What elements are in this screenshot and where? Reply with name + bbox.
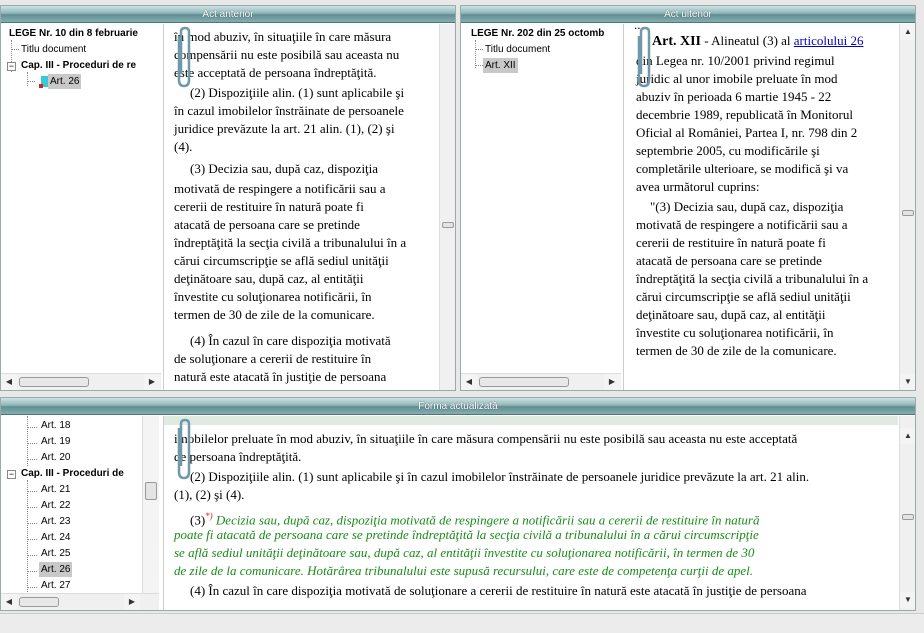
updated-form-tree <box>1 416 159 593</box>
updated-form-panel <box>0 397 916 611</box>
tree-item-art-24[interactable]: Art. 24 <box>41 532 71 543</box>
subsequent-act-text-vscrollbar[interactable] <box>899 24 916 391</box>
previous-act-text <box>163 24 438 391</box>
text-line: motivată de respingere a notificării sau a <box>174 181 386 196</box>
text-line: juridice prevăzute la art. 21 alin. (1), (2) şi <box>174 121 395 136</box>
tree-item-art-27[interactable]: Art. 27 <box>41 580 71 591</box>
text-line: compensării nu este posibilă sau aceasta nu <box>174 47 400 62</box>
tree-line <box>475 40 476 68</box>
tree-item-art-20[interactable]: Art. 20 <box>41 452 71 463</box>
tree-line <box>27 480 28 593</box>
tree-line <box>27 539 37 540</box>
text-line: septembrie 2005, cu modificările şi <box>636 143 820 158</box>
text-line: cărui circumscripţie se află sediul unităţii <box>174 253 389 268</box>
text-top-band <box>164 416 898 425</box>
scroll-thumb[interactable] <box>19 597 59 607</box>
previous-act-text-vscrollbar[interactable] <box>439 24 456 391</box>
article-node-icon <box>41 76 48 87</box>
text-line: "(3) Decizia sau, după caz, dispoziţia <box>650 199 844 214</box>
text-line: completările ulterioare, se modifică şi va <box>636 161 849 176</box>
text-line: avea următorul cuprins: <box>636 179 760 194</box>
scroll-thumb[interactable] <box>902 514 914 520</box>
scroll-left-icon[interactable]: ◀ <box>1 374 17 390</box>
updated-form-header: Forma actualizată <box>1 398 915 415</box>
text-line: (2) Dispoziţiile alin. (1) sunt aplicabile şi în cazul imobilelor înstrăinate de persoanele juridice prevăzute la art. 21 alin. <box>190 469 810 484</box>
text-line: (2) Dispoziţiile alin. (1) sunt aplicabile şi <box>190 85 405 100</box>
text-line: ... <box>634 24 644 32</box>
scroll-left-icon[interactable]: ◀ <box>461 374 477 390</box>
text-line: decembrie 1989, republicată în Monitorul <box>636 107 853 122</box>
paperclip-icon <box>173 418 195 480</box>
previous-act-header: Act anterior <box>1 6 455 23</box>
paperclip-icon <box>173 26 195 88</box>
text-line: învestite cu soluţionarea notificării, în <box>636 325 834 340</box>
text-line: abuziv în perioada 6 martie 1945 - 22 <box>636 89 832 104</box>
tree-item-chapter-iii[interactable]: Cap. III - Proceduri de <box>21 468 124 479</box>
tree-root[interactable]: LEGE Nr. 10 din 8 februarie <box>9 28 138 39</box>
tree-line <box>27 491 37 492</box>
scroll-right-icon[interactable]: ▶ <box>124 594 140 610</box>
scroll-right-icon[interactable]: ▶ <box>604 374 620 390</box>
scroll-up-icon[interactable]: ▲ <box>900 24 916 40</box>
text-line: de soluţionare a cererii de restituire în <box>174 351 372 366</box>
text-line: termen de 30 de zile de la comunicare. <box>174 307 375 322</box>
tree-line <box>27 523 37 524</box>
paperclip-icon <box>633 26 655 88</box>
previous-act-panel <box>0 5 456 391</box>
text-line: cererii de restituire în natură poate fi <box>174 199 364 214</box>
text-line: natură este atacată în justiţie de persoana <box>174 369 387 384</box>
text-line: juridic al unor imobile preluate în mod <box>636 71 838 86</box>
updated-form-tree-vscrollbar[interactable] <box>142 416 159 593</box>
subsequent-act-panel <box>460 5 916 391</box>
tree-line <box>27 81 35 82</box>
tree-item-title-document[interactable]: Titlu document <box>21 44 87 55</box>
scroll-up-icon[interactable]: ▲ <box>900 428 916 444</box>
paragraph-number: (3) <box>190 512 206 528</box>
amended-text-line: de zile de la comunicare. Hotărârea tribunalului este supusă recursului, care este de competenţa curţii de apel. <box>174 563 753 578</box>
text-line: atacată de persoana care se pretinde <box>174 217 360 232</box>
text-line: (4) În cazul în care dispoziţia motivată <box>190 333 391 348</box>
tree-line <box>27 459 37 460</box>
tree-item-art-23[interactable]: Art. 23 <box>41 516 71 527</box>
text-line: cererii de restituire în natură poate fi <box>636 235 826 250</box>
tree-item-art-21[interactable]: Art. 21 <box>41 484 71 495</box>
tree-line <box>27 443 37 444</box>
tree-line <box>475 49 483 50</box>
tree-line <box>27 72 28 86</box>
text-line: din Legea nr. 10/2001 privind regimul <box>636 53 835 68</box>
subsequent-act-header: Act ulterior <box>461 6 915 23</box>
tree-item-art-25[interactable]: Art. 25 <box>41 548 71 559</box>
text-line: de persoana îndreptăţită. <box>174 449 302 464</box>
subsequent-act-tree <box>461 24 621 375</box>
subsequent-act-text <box>623 24 898 391</box>
text-line: Oficial al României, Partea I, nr. 798 din 2 <box>636 125 858 140</box>
text-line: (4). <box>174 139 193 154</box>
tree-root[interactable]: LEGE Nr. 202 din 25 octomb <box>471 28 605 39</box>
tree-item-art-22[interactable]: Art. 22 <box>41 500 71 511</box>
updated-form-tree-hscrollbar[interactable] <box>1 593 159 610</box>
scroll-thumb[interactable] <box>479 377 569 387</box>
tree-line <box>27 587 37 588</box>
text-line: în cazul imobilelor înstrăinate de persoanele <box>174 103 404 118</box>
text-line: este acceptată de persoana îndreptăţită. <box>174 65 377 80</box>
amended-text-line: poate fi atacată de persoana care se pretinde îndreptăţită la secţia civilă a tribunalului în a cărui circumscripţie <box>174 527 759 542</box>
text-line: motivată de respingere a notificării sau a <box>636 217 848 232</box>
updated-form-text-vscrollbar[interactable] <box>899 416 916 611</box>
scroll-left-icon[interactable]: ◀ <box>1 594 17 610</box>
status-bar <box>0 613 924 633</box>
scroll-down-icon[interactable]: ▼ <box>900 592 916 608</box>
tree-line <box>11 49 19 50</box>
amended-text: Decizia sau, după caz, dispoziţia motivată de respingere a notificării sau a cererii de restituire în natură <box>212 512 760 528</box>
tree-item-title-document[interactable]: Titlu document <box>485 44 551 55</box>
scroll-right-icon[interactable]: ▶ <box>144 374 160 390</box>
text-line: cărui circumscripţie se află sediul unităţii <box>636 289 851 304</box>
updated-form-text <box>163 416 898 611</box>
text-line: atacată de persoana care se pretinde <box>636 253 822 268</box>
scroll-down-icon[interactable]: ▼ <box>900 374 916 390</box>
text-line: deţinătoare sau, după caz, al entităţii <box>636 307 826 322</box>
tree-line <box>27 555 37 556</box>
tree-item-art-xii[interactable]: Art. XII <box>485 60 516 71</box>
article-xii-label: Art. XII <box>652 34 701 49</box>
text-line <box>652 32 863 50</box>
text-line: (3) Decizia sau, după caz, dispoziţia <box>190 161 379 176</box>
previous-act-tree-hscrollbar[interactable] <box>1 373 161 390</box>
text-line: (4) În cazul în care dispoziţia motivată de soluţionare a cererii de restituire în natură este atacată în justiţie de persoana <box>190 583 807 598</box>
text-line: îndreptăţită la secţia civilă a tribunalului în a <box>636 271 869 286</box>
tree-item-chapter-iii[interactable]: Cap. III - Proceduri de re <box>21 60 137 71</box>
subsequent-act-tree-hscrollbar[interactable] <box>461 373 621 390</box>
text-line: termen de 30 de zile de la comunicare. <box>636 343 837 358</box>
footnote-marker[interactable]: *) <box>205 511 213 521</box>
tree-line <box>27 427 37 428</box>
previous-act-tree <box>1 24 161 375</box>
scroll-thumb[interactable] <box>442 222 454 228</box>
text-line: imobilelor preluate în mod abuziv, în situaţiile în care măsura compensării nu este posibilă sau aceasta nu este acceptată <box>174 431 798 446</box>
tree-item-art-26[interactable]: Art. 26 <box>50 76 80 87</box>
text-line: (1), (2) şi (4). <box>174 487 245 502</box>
collapse-icon[interactable]: − <box>8 469 15 479</box>
tree-item-art-18[interactable]: Art. 18 <box>41 420 71 431</box>
tree-line <box>27 507 37 508</box>
text-line: deţinătoare sau, după caz, al entităţii <box>174 271 364 286</box>
tree-line <box>475 65 483 66</box>
amended-text-line: se află sediul unităţii deţinătoare sau, după caz, al entităţii învestite cu soluţionarea notificării, în termen de 30 <box>174 545 755 560</box>
text-line: în mod abuziv, în situaţiile în care măsura <box>174 29 392 44</box>
text-line: îndreptăţită la secţia civilă a tribunalului în a <box>174 235 407 250</box>
tree-line <box>27 571 37 572</box>
scroll-thumb[interactable] <box>19 377 89 387</box>
text-segment: - Alineatul (3) al <box>701 33 794 48</box>
scroll-thumb[interactable] <box>145 482 157 500</box>
tree-item-art-19[interactable]: Art. 19 <box>41 436 71 447</box>
collapse-icon[interactable]: − <box>8 61 15 71</box>
tree-item-art-26[interactable]: Art. 26 <box>41 564 71 575</box>
text-line: învestite cu soluţionarea notificării, în <box>174 289 372 304</box>
article-26-link[interactable]: articolului 26 <box>793 33 864 48</box>
scroll-thumb[interactable] <box>902 210 914 216</box>
